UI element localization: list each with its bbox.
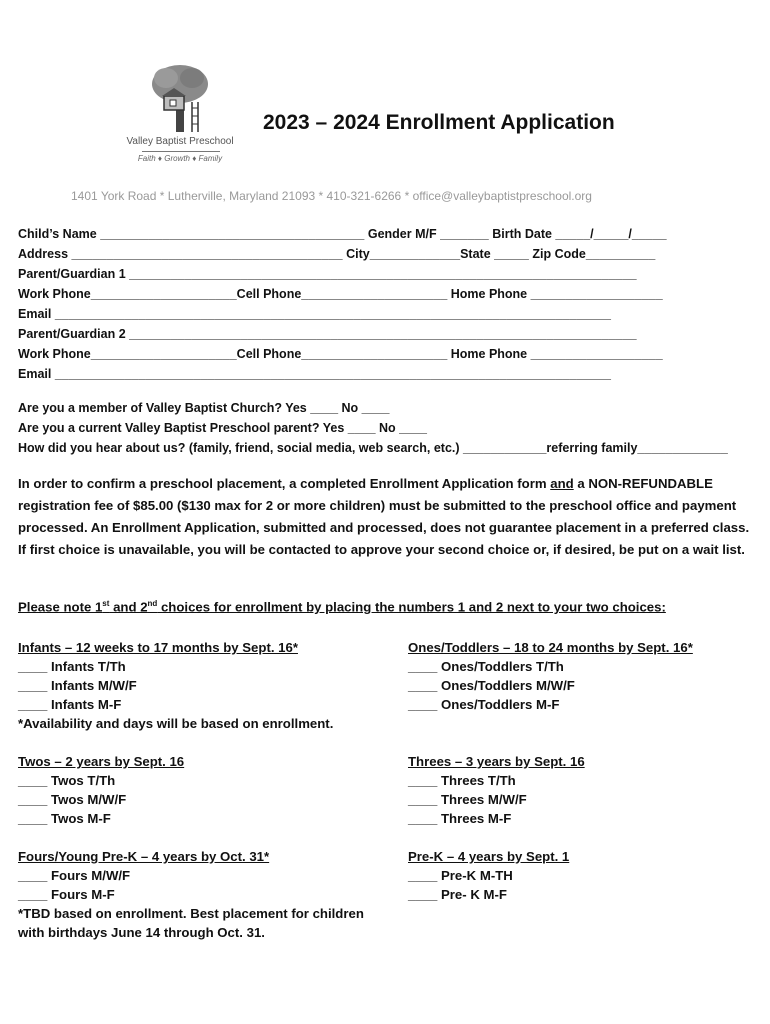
fours-group: [18, 847, 364, 942]
threes-mf-option[interactable]: ____ Threes M-F: [408, 811, 512, 826]
preschool-logo: [120, 62, 240, 172]
page-title: 2023 – 2024 Enrollment Application: [263, 111, 615, 134]
fours-mf-option[interactable]: ____ Fours M-F: [18, 887, 115, 902]
prek-mth-option[interactable]: ____ Pre-K M-TH: [408, 868, 513, 883]
logo-divider: [142, 151, 220, 152]
phones-line-2[interactable]: Work Phone_____________________Cell Phone_____________________ Home Phone ___________________: [18, 347, 663, 361]
ones-mwf-option[interactable]: ____ Ones/Toddlers M/W/F: [408, 678, 575, 693]
infants-group: [18, 638, 333, 733]
fours-mwf-option[interactable]: ____ Fours M/W/F: [18, 868, 131, 883]
infants-footnote: *Availability and days will be based on enrollment.: [18, 716, 334, 731]
logo-tagline: Faith ♦ Growth ♦ Family: [137, 154, 223, 163]
fours-footnote-2: with birthdays June 14 through Oct. 31.: [18, 925, 265, 940]
address-line[interactable]: Address _______________________________________ City_____________State _____ Zip Code__________: [18, 247, 656, 261]
ones-mf-option[interactable]: ____ Ones/Toddlers M-F: [408, 697, 560, 712]
threes-tth-option[interactable]: ____ Threes T/Th: [408, 773, 516, 788]
email-line-2[interactable]: Email ________________________________________________________________________________: [18, 367, 611, 381]
and-underlined: and: [550, 476, 574, 491]
threes-group: [408, 752, 585, 828]
ones-group: [408, 638, 693, 714]
email-line-1[interactable]: Email ________________________________________________________________________________: [18, 307, 611, 321]
treehouse-icon: [146, 62, 214, 134]
twos-tth-option[interactable]: ____ Twos T/Th: [18, 773, 116, 788]
current-parent-question[interactable]: Are you a current Valley Baptist Preschool parent? Yes ____ No ____: [18, 421, 427, 435]
school-address: 1401 York Road * Lutherville, Maryland 21093 * 410-321-6266 * office@valleybaptistpreschool.org: [71, 189, 592, 203]
prek-group: [408, 847, 569, 904]
logo-name: Valley Baptist Preschool: [126, 136, 234, 147]
enrollment-policy-paragraph: In order to confirm a preschool placement, a completed Enrollment Application form and a NON-REFUNDABLE registration fee of $85.00 ($130 max for 2 or more children) must be submitted to the preschool office and payment processed. An Enrollment Application, submitted and processed, does not guarantee placement in a preferred class. If first choice is unavailable, you will be contacted to approve your second choice or, if desired, be put on a wait list.: [18, 476, 750, 557]
referral-question[interactable]: How did you hear about us? (family, friend, social media, web search, etc.) ____________referring family_____________: [18, 441, 728, 455]
infants-mwf-option[interactable]: ____ Infants M/W/F: [18, 678, 137, 693]
prek-mf-option[interactable]: ____ Pre- K M-F: [408, 887, 507, 902]
choices-instruction: Please note 1st and 2nd choices for enrollment by placing the numbers 1 and 2 next to your two choices:: [18, 599, 666, 615]
twos-mwf-option[interactable]: ____ Twos M/W/F: [18, 792, 127, 807]
threes-mwf-option[interactable]: ____ Threes M/W/F: [408, 792, 527, 807]
childs-name-line[interactable]: Child’s Name ______________________________________ Gender M/F _______ Birth Date _____/_____/_____: [18, 227, 667, 241]
parent-guardian-1-line[interactable]: Parent/Guardian 1 _________________________________________________________________________: [18, 267, 637, 281]
prek-heading: Pre-K – 4 years by Sept. 1: [408, 849, 570, 864]
phones-line-1[interactable]: Work Phone_____________________Cell Phone_____________________ Home Phone ___________________: [18, 287, 663, 301]
ones-heading: Ones/Toddlers – 18 to 24 months by Sept. 16*: [408, 640, 693, 655]
infants-mf-option[interactable]: ____ Infants M-F: [18, 697, 122, 712]
fours-heading: Fours/Young Pre-K – 4 years by Oct. 31*: [18, 849, 270, 864]
twos-heading: Twos – 2 years by Sept. 16: [18, 754, 185, 769]
fours-footnote-1: *TBD based on enrollment. Best placement for children: [18, 906, 364, 921]
parent-guardian-2-line[interactable]: Parent/Guardian 2 _________________________________________________________________________: [18, 327, 637, 341]
infants-heading: Infants – 12 weeks to 17 months by Sept. 16*: [18, 640, 298, 655]
church-member-question[interactable]: Are you a member of Valley Baptist Church? Yes ____ No ____: [18, 401, 390, 415]
twos-mf-option[interactable]: ____ Twos M-F: [18, 811, 111, 826]
infants-tth-option[interactable]: ____ Infants T/Th: [18, 659, 126, 674]
twos-group: [18, 752, 184, 828]
ones-tth-option[interactable]: ____ Ones/Toddlers T/Th: [408, 659, 564, 674]
threes-heading: Threes – 3 years by Sept. 16: [408, 754, 585, 769]
